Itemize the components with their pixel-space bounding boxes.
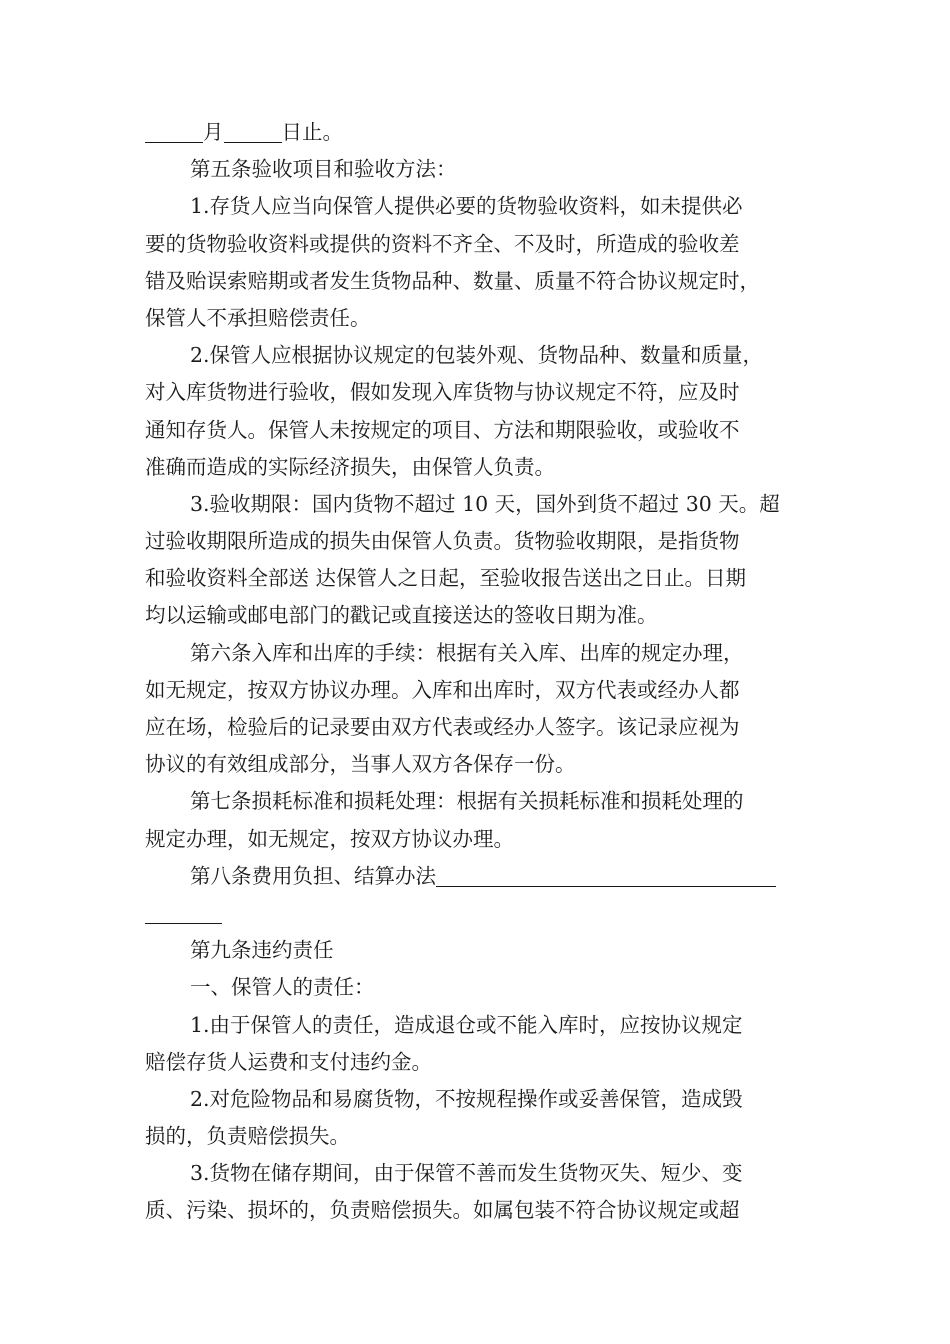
document-body: [145, 114, 807, 1230]
paragraph-line: 3.货物在储存期间，由于保管不善而发生货物灭失、短少、变: [190, 1161, 743, 1186]
paragraph-line: 质、污染、损坏的，负责赔偿损失。如属包装不符合协议规定或超: [145, 1198, 740, 1223]
article-5-heading: 第五条验收项目和验收方法：: [190, 157, 457, 182]
day-end-label: 日止。: [281, 120, 343, 144]
date-end-line: [145, 114, 807, 151]
paragraph-line: 1.存货人应当向保管人提供必要的货物验收资料，如未提供必: [190, 194, 743, 219]
article-8-line: [145, 858, 807, 895]
settlement-blank-continuation: [145, 895, 807, 932]
article-9-heading: 第九条违约责任: [190, 938, 334, 963]
paragraph-line: 2.对危险物品和易腐货物，不按规程操作或妥善保管，造成毁: [190, 1086, 743, 1111]
paragraph-line: 错及贻误索赔期或者发生货物品种、数量、质量不符合协议规定时，: [145, 268, 760, 293]
paragraph-line: 损的，负责赔偿损失。: [145, 1124, 350, 1149]
month-label: 月: [203, 120, 224, 144]
custodian-liability-heading: 一、保管人的责任：: [190, 975, 375, 1000]
day-blank[interactable]: [224, 120, 282, 143]
article-7-line: 第七条损耗标准和损耗处理：根据有关损耗标准和损耗处理的: [190, 789, 744, 814]
settlement-blank[interactable]: [436, 864, 776, 887]
paragraph-line: 和验收资料全部送 达保管人之日起，至验收报告送出之日止。日期: [145, 566, 747, 591]
paragraph-line: 2.保管人应根据协议规定的包装外观、货物品种、数量和质量，: [190, 343, 764, 368]
paragraph-line: 应在场，检验后的记录要由双方代表或经办人签字。该记录应视为: [145, 715, 740, 739]
paragraph-line: 如无规定，按双方协议办理。入库和出库时，双方代表或经办人都: [145, 677, 740, 702]
paragraph-line: 赔偿存货人运费和支付违约金。: [145, 1049, 432, 1074]
paragraph-line: 要的货物验收资料或提供的资料不齐全、不及时，所造成的验收差: [145, 231, 740, 256]
settlement-blank-tail[interactable]: [145, 901, 222, 924]
paragraph-line: 过验收期限所造成的损失由保管人负责。货物验收期限，是指货物: [145, 529, 740, 554]
paragraph-line: 准确而造成的实际经济损失，由保管人负责。: [145, 454, 555, 479]
month-blank[interactable]: [145, 120, 203, 143]
paragraph-line: 1.由于保管人的责任，造成退仓或不能入库时，应按协议规定: [190, 1012, 743, 1037]
paragraph-line: 均以运输或邮电部门的戳记或直接送达的签收日期为准。: [145, 603, 658, 628]
paragraph-line: 通知存货人。保管人未按规定的项目、方法和期限验收，或验收不: [145, 417, 740, 442]
paragraph-line: 规定办理，如无规定，按双方协议办理。: [145, 826, 514, 851]
paragraph-line: 保管人不承担赔偿责任。: [145, 305, 371, 330]
paragraph-line: 协议的有效组成部分，当事人双方各保存一份。: [145, 752, 576, 777]
article-8-label: 第八条费用负担、结算办法: [190, 863, 436, 888]
article-6-line: 第六条入库和出库的手续：根据有关入库、出库的规定办理，: [190, 640, 744, 665]
paragraph-line: 对入库货物进行验收，假如发现入库货物与协议规定不符，应及时: [145, 380, 740, 405]
paragraph-line: 3.验收期限：国内货物不超过 10 天，国外到货不超过 30 天。超: [190, 491, 780, 516]
